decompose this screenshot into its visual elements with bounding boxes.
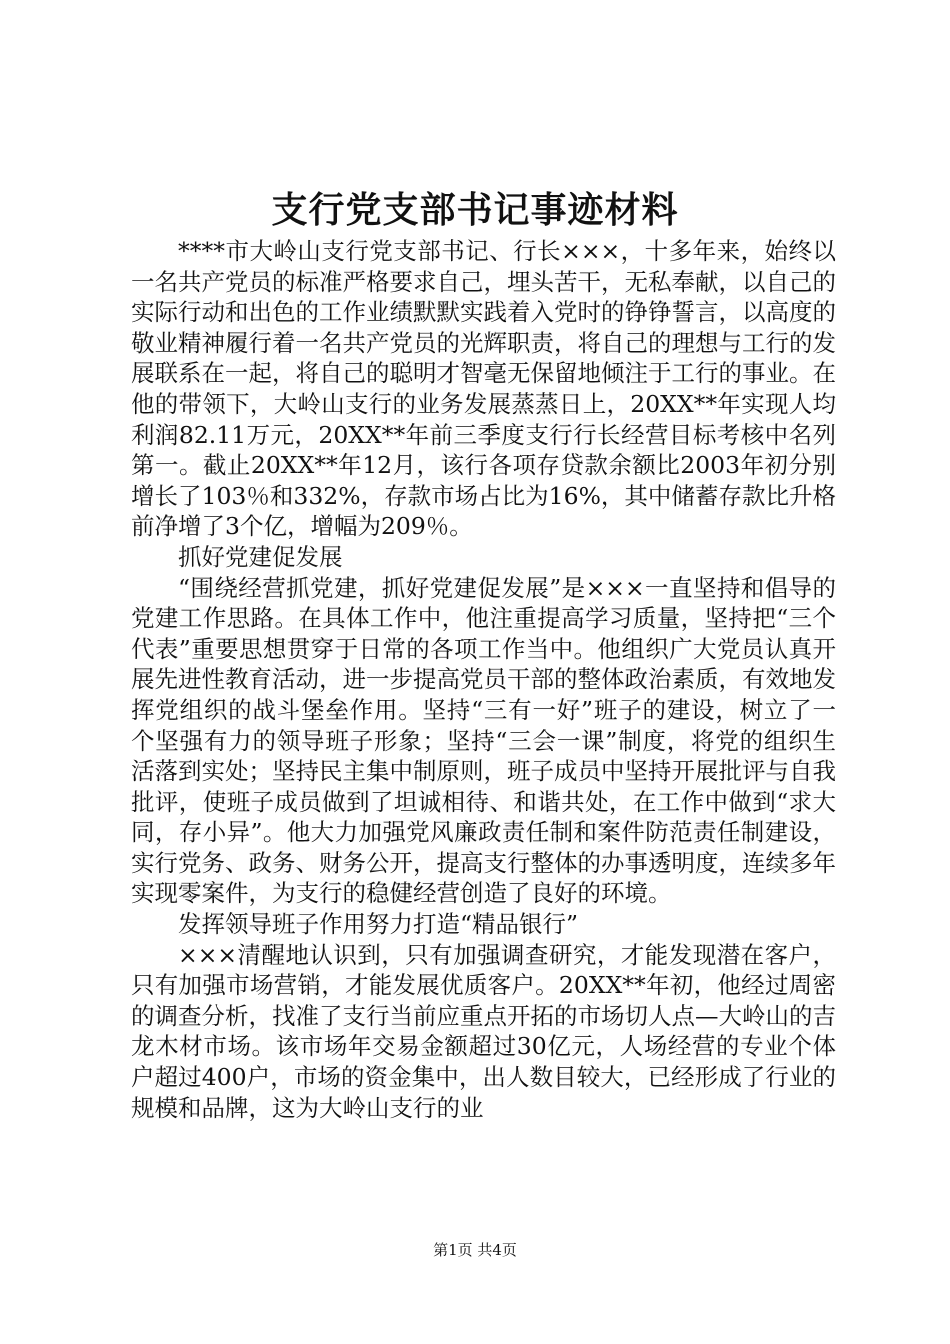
document-title: 支行党支部书记事迹材料 bbox=[271, 189, 679, 231]
document-body bbox=[131, 236, 836, 1123]
page-footer bbox=[0, 1240, 950, 1260]
section-heading-party-building: 抓好党建促发展 bbox=[178, 542, 343, 571]
page-indicator: 第1页 共4页 bbox=[433, 1241, 517, 1259]
paragraph-party-building: “围绕经营抓党建，抓好党建促发展”是×××一直坚持和倡导的党建工作思路。在具体工作中，他注重提高学习质量，坚持把“三个代表”重要思想贯穿于日常的各项工作当中。他组织广大党员认真开展先进性教育活动，进一步提高党员干部的整体政治素质，有效地发挥党组织的战斗堡垒作用。坚持“三有一好”班子的建设，树立了一个坚强有力的领导班子形象；坚持“三会一课”制度，将党的组织生活落到实处；坚持民主集中制原则，班子成员中坚持开展批评与自我批评，使班子成员做到了坦诚相待、和谐共处，在工作中做到“求大同，存小异”。他大力加强党风廉政责任制和案件防范责任制建设，实行党务、政务、财务公开，提高支行整体的办事透明度，连续多年实现零案件，为支行的稳健经营创造了良好的环境。 bbox=[131, 573, 836, 908]
paragraph-intro: ****市大岭山支行党支部书记、行长×××，十多年来，始终以一名共产党员的标准严格要求自己，埋头苦干，无私奉献，以自己的实际行动和出色的工作业绩默默实践着入党时的铮铮誓言，以高度的敬业精神履行着一名共产党员的光辉职责，将自己的理想与工行的发展联系在一起，将自己的聪明才智毫无保留地倾注于工行的事业。在他的带领下，大岭山支行的业务发展蒸蒸日上，20XX**年实现人均利润82.11万元，20XX**年前三季度支行行长经营目标考核中名列第一。截止20XX**年12月，该行各项存贷款余额比2003年初分别增长了103％和332%，存款市场占比为16%，其中储蓄存款比升格前净增了3个亿，增幅为209％。 bbox=[131, 237, 836, 541]
section-heading-leadership: 发挥领导班子作用努力打造“精品银行” bbox=[178, 910, 579, 939]
paragraph-market: ×××清醒地认识到，只有加强调查研究，才能发现潜在客户，只有加强市场营销，才能发展优质客户。20XX**年初，他经过周密的调查分析，找准了支行当前应重点开拓的市场切人点—大岭山的吉龙木材市场。该市场年交易金额超过30亿元，人场经营的专业个体户超过400户，市场的资金集中，出人数目较大，已经形成了行业的规模和品牌，这为大岭山支行的业 bbox=[131, 940, 836, 1122]
